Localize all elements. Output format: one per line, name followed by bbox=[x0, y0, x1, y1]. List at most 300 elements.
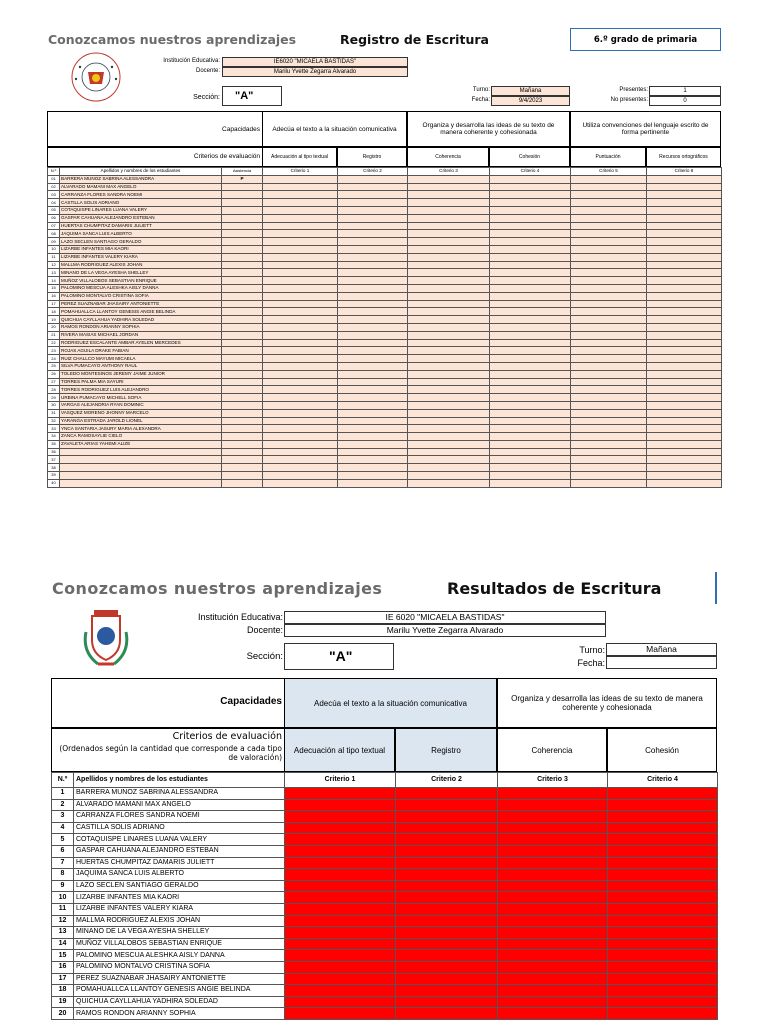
score-cell[interactable] bbox=[490, 464, 571, 472]
score-cell[interactable] bbox=[338, 308, 408, 316]
result-cell[interactable] bbox=[498, 834, 608, 846]
student-name[interactable] bbox=[60, 456, 222, 464]
student-name[interactable] bbox=[60, 472, 222, 480]
score-cell[interactable] bbox=[408, 222, 490, 230]
score-cell[interactable] bbox=[338, 230, 408, 238]
score-cell[interactable] bbox=[490, 362, 571, 370]
score-cell[interactable] bbox=[408, 433, 490, 441]
student-name[interactable]: MUÑOZ VILLALOBOS SEBASTIAN ENRIQUE bbox=[60, 277, 222, 285]
student-name[interactable]: BARRERA MUNOZ SABRINA ALESSANDRA bbox=[60, 175, 222, 183]
docente-value[interactable]: Marilu Yvette Zegarra Alvarado bbox=[222, 67, 408, 77]
result-cell[interactable] bbox=[285, 915, 396, 927]
score-cell[interactable] bbox=[490, 472, 571, 480]
attendance-cell[interactable] bbox=[222, 425, 263, 433]
score-cell[interactable] bbox=[571, 191, 647, 199]
result-cell[interactable] bbox=[285, 892, 396, 904]
result-cell[interactable] bbox=[396, 880, 498, 892]
score-cell[interactable] bbox=[490, 277, 571, 285]
fecha-value-2[interactable] bbox=[606, 656, 717, 669]
score-cell[interactable] bbox=[571, 284, 647, 292]
score-cell[interactable] bbox=[571, 370, 647, 378]
score-cell[interactable] bbox=[647, 238, 722, 246]
score-cell[interactable] bbox=[571, 386, 647, 394]
result-cell[interactable] bbox=[608, 822, 718, 834]
attendance-cell[interactable] bbox=[222, 394, 263, 402]
score-cell[interactable] bbox=[571, 448, 647, 456]
score-cell[interactable] bbox=[490, 214, 571, 222]
score-cell[interactable] bbox=[571, 378, 647, 386]
score-cell[interactable] bbox=[408, 261, 490, 269]
result-cell[interactable] bbox=[498, 961, 608, 973]
score-cell[interactable] bbox=[490, 175, 571, 183]
score-cell[interactable] bbox=[263, 316, 338, 324]
student-name[interactable]: CARRANZA FLORES SANDRA NOEMI bbox=[60, 191, 222, 199]
result-cell[interactable] bbox=[285, 961, 396, 973]
result-cell[interactable] bbox=[285, 857, 396, 869]
score-cell[interactable] bbox=[338, 448, 408, 456]
attendance-cell[interactable] bbox=[222, 214, 263, 222]
student-name[interactable]: MINANO DE LA VEGA AYESHA SHELLEY bbox=[60, 269, 222, 277]
result-cell[interactable] bbox=[396, 845, 498, 857]
student-name[interactable]: RIVERA MASIAS MICHAEL JORDAN bbox=[60, 331, 222, 339]
result-cell[interactable] bbox=[498, 915, 608, 927]
score-cell[interactable] bbox=[647, 417, 722, 425]
score-cell[interactable] bbox=[647, 323, 722, 331]
score-cell[interactable] bbox=[571, 394, 647, 402]
student-name[interactable]: COTAQUISPE LINARES LUANA VALERY bbox=[74, 834, 285, 846]
result-cell[interactable] bbox=[285, 822, 396, 834]
student-name[interactable]: CASTILLA SOLIS ADRIANO bbox=[60, 199, 222, 207]
result-cell[interactable] bbox=[396, 961, 498, 973]
student-name[interactable]: POMAHUALLCA LLANTOY GENESIS ANGIE BELINDA bbox=[74, 985, 285, 997]
result-cell[interactable] bbox=[498, 799, 608, 811]
attendance-cell[interactable] bbox=[222, 323, 263, 331]
score-cell[interactable] bbox=[263, 386, 338, 394]
score-cell[interactable] bbox=[263, 284, 338, 292]
attendance-cell[interactable] bbox=[222, 238, 263, 246]
student-name[interactable]: TOLEDO MONTESINOS JEREMY JAIME JUNIOR bbox=[60, 370, 222, 378]
attendance-cell[interactable] bbox=[222, 245, 263, 253]
attendance-cell[interactable] bbox=[222, 253, 263, 261]
score-cell[interactable] bbox=[647, 401, 722, 409]
score-cell[interactable] bbox=[338, 362, 408, 370]
score-cell[interactable] bbox=[571, 292, 647, 300]
attendance-cell[interactable] bbox=[222, 362, 263, 370]
attendance-cell[interactable] bbox=[222, 347, 263, 355]
attendance-cell[interactable] bbox=[222, 261, 263, 269]
result-cell[interactable] bbox=[396, 799, 498, 811]
score-cell[interactable] bbox=[647, 448, 722, 456]
result-cell[interactable] bbox=[285, 938, 396, 950]
score-cell[interactable] bbox=[338, 425, 408, 433]
score-cell[interactable] bbox=[408, 479, 490, 487]
score-cell[interactable] bbox=[338, 464, 408, 472]
result-cell[interactable] bbox=[285, 811, 396, 823]
score-cell[interactable] bbox=[647, 386, 722, 394]
result-cell[interactable] bbox=[285, 950, 396, 962]
docente-value-2[interactable]: Marilu Yvette Zegarra Alvarado bbox=[284, 624, 606, 637]
score-cell[interactable] bbox=[647, 269, 722, 277]
result-cell[interactable] bbox=[608, 973, 718, 985]
score-cell[interactable] bbox=[263, 370, 338, 378]
student-name[interactable] bbox=[60, 464, 222, 472]
result-cell[interactable] bbox=[608, 880, 718, 892]
score-cell[interactable] bbox=[647, 456, 722, 464]
score-cell[interactable] bbox=[571, 401, 647, 409]
score-cell[interactable] bbox=[571, 433, 647, 441]
result-cell[interactable] bbox=[608, 985, 718, 997]
student-name[interactable]: LIZARBE INFANTES VALERY KIARA bbox=[60, 253, 222, 261]
score-cell[interactable] bbox=[338, 394, 408, 402]
score-cell[interactable] bbox=[571, 206, 647, 214]
student-name[interactable]: PALOMINO MONTALVO CRISTINA SOFIA bbox=[60, 292, 222, 300]
result-cell[interactable] bbox=[396, 1008, 498, 1020]
score-cell[interactable] bbox=[571, 253, 647, 261]
student-name[interactable]: YNCA SANTARIA JASURY MARIA ALEXANDRA bbox=[60, 425, 222, 433]
student-name[interactable]: LIZARBE INFANTES MIA KAORI bbox=[60, 245, 222, 253]
score-cell[interactable] bbox=[338, 245, 408, 253]
score-cell[interactable] bbox=[338, 284, 408, 292]
result-cell[interactable] bbox=[285, 834, 396, 846]
score-cell[interactable] bbox=[490, 222, 571, 230]
score-cell[interactable] bbox=[263, 409, 338, 417]
student-name[interactable]: VASQUEZ MORENO JHONNY MARCELO bbox=[60, 409, 222, 417]
score-cell[interactable] bbox=[263, 183, 338, 191]
attendance-cell[interactable] bbox=[222, 479, 263, 487]
score-cell[interactable] bbox=[338, 261, 408, 269]
score-cell[interactable] bbox=[490, 425, 571, 433]
score-cell[interactable] bbox=[338, 316, 408, 324]
student-name[interactable]: BARRERA MUNOZ SABRINA ALESSANDRA bbox=[74, 788, 285, 800]
turno-value[interactable]: Mañana bbox=[491, 86, 570, 96]
score-cell[interactable] bbox=[647, 214, 722, 222]
score-cell[interactable] bbox=[408, 448, 490, 456]
score-cell[interactable] bbox=[490, 440, 571, 448]
attendance-cell[interactable] bbox=[222, 378, 263, 386]
score-cell[interactable] bbox=[647, 222, 722, 230]
score-cell[interactable] bbox=[408, 175, 490, 183]
score-cell[interactable] bbox=[408, 308, 490, 316]
score-cell[interactable] bbox=[647, 308, 722, 316]
result-cell[interactable] bbox=[285, 1008, 396, 1020]
student-name[interactable]: SILVA PUMACAYO ANTHONY RAUL bbox=[60, 362, 222, 370]
score-cell[interactable] bbox=[408, 253, 490, 261]
student-name[interactable]: RAMOS RONDON ARIANNY SOPHIA bbox=[74, 1008, 285, 1020]
score-cell[interactable] bbox=[571, 355, 647, 363]
score-cell[interactable] bbox=[571, 440, 647, 448]
score-cell[interactable] bbox=[338, 292, 408, 300]
score-cell[interactable] bbox=[263, 401, 338, 409]
score-cell[interactable] bbox=[647, 183, 722, 191]
score-cell[interactable] bbox=[263, 331, 338, 339]
score-cell[interactable] bbox=[571, 425, 647, 433]
score-cell[interactable] bbox=[490, 394, 571, 402]
result-cell[interactable] bbox=[396, 903, 498, 915]
score-cell[interactable] bbox=[263, 292, 338, 300]
score-cell[interactable] bbox=[263, 394, 338, 402]
score-cell[interactable] bbox=[647, 339, 722, 347]
score-cell[interactable] bbox=[263, 238, 338, 246]
result-cell[interactable] bbox=[285, 973, 396, 985]
student-name[interactable]: LAZO SECLEN SANTIAGO GERALDO bbox=[60, 238, 222, 246]
score-cell[interactable] bbox=[490, 316, 571, 324]
attendance-cell[interactable] bbox=[222, 386, 263, 394]
result-cell[interactable] bbox=[396, 973, 498, 985]
score-cell[interactable] bbox=[338, 456, 408, 464]
student-name[interactable]: MINANO DE LA VEGA AYESHA SHELLEY bbox=[74, 927, 285, 939]
score-cell[interactable] bbox=[490, 191, 571, 199]
score-cell[interactable] bbox=[408, 300, 490, 308]
result-cell[interactable] bbox=[608, 788, 718, 800]
score-cell[interactable] bbox=[338, 409, 408, 417]
attendance-cell[interactable] bbox=[222, 269, 263, 277]
result-cell[interactable] bbox=[498, 985, 608, 997]
result-cell[interactable] bbox=[285, 788, 396, 800]
result-cell[interactable] bbox=[396, 857, 498, 869]
score-cell[interactable] bbox=[647, 425, 722, 433]
score-cell[interactable] bbox=[647, 464, 722, 472]
score-cell[interactable] bbox=[408, 269, 490, 277]
score-cell[interactable] bbox=[647, 277, 722, 285]
score-cell[interactable] bbox=[338, 269, 408, 277]
score-cell[interactable] bbox=[647, 433, 722, 441]
score-cell[interactable] bbox=[338, 277, 408, 285]
result-cell[interactable] bbox=[608, 1008, 718, 1020]
result-cell[interactable] bbox=[396, 811, 498, 823]
score-cell[interactable] bbox=[338, 323, 408, 331]
student-name[interactable]: TORRES RODRIGUEZ LUIS ALEJANDRO bbox=[60, 386, 222, 394]
score-cell[interactable] bbox=[263, 230, 338, 238]
result-cell[interactable] bbox=[498, 950, 608, 962]
score-cell[interactable] bbox=[263, 440, 338, 448]
score-cell[interactable] bbox=[338, 370, 408, 378]
result-cell[interactable] bbox=[498, 938, 608, 950]
score-cell[interactable] bbox=[571, 417, 647, 425]
score-cell[interactable] bbox=[263, 323, 338, 331]
score-cell[interactable] bbox=[490, 238, 571, 246]
score-cell[interactable] bbox=[490, 355, 571, 363]
attendance-cell[interactable] bbox=[222, 316, 263, 324]
score-cell[interactable] bbox=[490, 253, 571, 261]
attendance-cell[interactable] bbox=[222, 355, 263, 363]
result-cell[interactable] bbox=[285, 799, 396, 811]
attendance-cell[interactable] bbox=[222, 284, 263, 292]
result-cell[interactable] bbox=[498, 892, 608, 904]
score-cell[interactable] bbox=[490, 370, 571, 378]
score-cell[interactable] bbox=[263, 456, 338, 464]
score-cell[interactable] bbox=[263, 214, 338, 222]
result-cell[interactable] bbox=[396, 996, 498, 1008]
score-cell[interactable] bbox=[490, 308, 571, 316]
score-cell[interactable] bbox=[408, 199, 490, 207]
institucion-value[interactable]: IE6020 "MICAELA BASTIDAS" bbox=[222, 57, 408, 67]
student-name[interactable]: POMAHUALLCA LLANTOY GENESIS ANGIE BELINDA bbox=[60, 308, 222, 316]
score-cell[interactable] bbox=[338, 175, 408, 183]
score-cell[interactable] bbox=[490, 417, 571, 425]
student-name[interactable]: VARGAS ALEJANDRIA RYAN DOMINIC bbox=[60, 401, 222, 409]
score-cell[interactable] bbox=[263, 433, 338, 441]
score-cell[interactable] bbox=[408, 464, 490, 472]
score-cell[interactable] bbox=[338, 238, 408, 246]
score-cell[interactable] bbox=[571, 323, 647, 331]
score-cell[interactable] bbox=[490, 433, 571, 441]
student-name[interactable]: GASPAR CAHUANA ALEJANDRO ESTEBAN bbox=[60, 214, 222, 222]
result-cell[interactable] bbox=[396, 938, 498, 950]
result-cell[interactable] bbox=[608, 915, 718, 927]
student-name[interactable]: RAMOS RONDON ARIANNY SOPHIA bbox=[60, 323, 222, 331]
result-cell[interactable] bbox=[608, 996, 718, 1008]
score-cell[interactable] bbox=[263, 277, 338, 285]
student-name[interactable]: QUICHUA CAYLLAHUA YADHIRA SOLEDAD bbox=[60, 316, 222, 324]
student-name[interactable]: HUERTAS CHUMPITAZ DAMARIS JULIETT bbox=[74, 857, 285, 869]
student-name[interactable]: HUERTAS CHUMPITAZ DAMARIS JULIETT bbox=[60, 222, 222, 230]
score-cell[interactable] bbox=[338, 253, 408, 261]
fecha-value[interactable]: 9/4/2023 bbox=[491, 96, 570, 106]
score-cell[interactable] bbox=[647, 206, 722, 214]
result-cell[interactable] bbox=[498, 1008, 608, 1020]
score-cell[interactable] bbox=[490, 323, 571, 331]
turno-value-2[interactable]: Mañana bbox=[606, 643, 717, 656]
student-name[interactable]: LIZARBE INFANTES MIA KAORI bbox=[74, 892, 285, 904]
student-name[interactable]: MUÑOZ VILLALOBOS SEBASTIAN ENRIQUE bbox=[74, 938, 285, 950]
score-cell[interactable] bbox=[490, 292, 571, 300]
score-cell[interactable] bbox=[408, 456, 490, 464]
score-cell[interactable] bbox=[263, 199, 338, 207]
score-cell[interactable] bbox=[263, 425, 338, 433]
score-cell[interactable] bbox=[263, 464, 338, 472]
student-name[interactable]: LIZARBE INFANTES VALERY KIARA bbox=[74, 903, 285, 915]
score-cell[interactable] bbox=[647, 355, 722, 363]
result-cell[interactable] bbox=[608, 927, 718, 939]
score-cell[interactable] bbox=[490, 183, 571, 191]
result-cell[interactable] bbox=[285, 985, 396, 997]
attendance-cell[interactable] bbox=[222, 440, 263, 448]
result-cell[interactable] bbox=[396, 822, 498, 834]
score-cell[interactable] bbox=[408, 230, 490, 238]
score-cell[interactable] bbox=[408, 206, 490, 214]
student-name[interactable]: PALOMINO MONTALVO CRISTINA SOFIA bbox=[74, 961, 285, 973]
result-cell[interactable] bbox=[498, 857, 608, 869]
score-cell[interactable] bbox=[263, 206, 338, 214]
score-cell[interactable] bbox=[338, 222, 408, 230]
score-cell[interactable] bbox=[490, 456, 571, 464]
score-cell[interactable] bbox=[571, 316, 647, 324]
score-cell[interactable] bbox=[408, 401, 490, 409]
score-cell[interactable] bbox=[263, 448, 338, 456]
result-cell[interactable] bbox=[285, 903, 396, 915]
score-cell[interactable] bbox=[338, 191, 408, 199]
score-cell[interactable] bbox=[263, 347, 338, 355]
attendance-cell[interactable] bbox=[222, 199, 263, 207]
score-cell[interactable] bbox=[490, 245, 571, 253]
result-cell[interactable] bbox=[396, 927, 498, 939]
student-name[interactable]: QUICHUA CAYLLAHUA YADHIRA SOLEDAD bbox=[74, 996, 285, 1008]
institucion-value-2[interactable]: IE 6020 "MICAELA BASTIDAS" bbox=[284, 611, 606, 624]
score-cell[interactable] bbox=[647, 316, 722, 324]
attendance-cell[interactable] bbox=[222, 339, 263, 347]
score-cell[interactable] bbox=[571, 339, 647, 347]
attendance-cell[interactable] bbox=[222, 401, 263, 409]
score-cell[interactable] bbox=[571, 464, 647, 472]
score-cell[interactable] bbox=[647, 292, 722, 300]
score-cell[interactable] bbox=[571, 238, 647, 246]
student-name[interactable]: RODRIGUEZ ESCALANTE AMBAR AYELEN MERCEDES bbox=[60, 339, 222, 347]
result-cell[interactable] bbox=[608, 950, 718, 962]
result-cell[interactable] bbox=[285, 845, 396, 857]
score-cell[interactable] bbox=[490, 409, 571, 417]
student-name[interactable]: JAQUIMA SANCA LUIS ALBERTO bbox=[74, 869, 285, 881]
score-cell[interactable] bbox=[338, 417, 408, 425]
result-cell[interactable] bbox=[285, 927, 396, 939]
result-cell[interactable] bbox=[608, 811, 718, 823]
result-cell[interactable] bbox=[396, 788, 498, 800]
student-name[interactable]: YARANGA ESTRADA JAROLD LIONEL bbox=[60, 417, 222, 425]
score-cell[interactable] bbox=[647, 394, 722, 402]
nopresentes-value[interactable]: 0 bbox=[649, 96, 721, 106]
student-name[interactable]: RUIZ CHALLCO MAYUMI MICAELA bbox=[60, 355, 222, 363]
student-name[interactable]: ZAVALETA ARIAS YAHEMI ALIZE bbox=[60, 440, 222, 448]
score-cell[interactable] bbox=[571, 308, 647, 316]
score-cell[interactable] bbox=[571, 331, 647, 339]
result-cell[interactable] bbox=[498, 996, 608, 1008]
score-cell[interactable] bbox=[647, 191, 722, 199]
score-cell[interactable] bbox=[263, 300, 338, 308]
attendance-cell[interactable] bbox=[222, 300, 263, 308]
score-cell[interactable] bbox=[571, 479, 647, 487]
result-cell[interactable] bbox=[498, 822, 608, 834]
score-cell[interactable] bbox=[338, 433, 408, 441]
student-name[interactable]: CASTILLA SOLIS ADRIANO bbox=[74, 822, 285, 834]
result-cell[interactable] bbox=[396, 985, 498, 997]
score-cell[interactable] bbox=[263, 417, 338, 425]
score-cell[interactable] bbox=[490, 331, 571, 339]
student-name[interactable]: MALLMA RODRIGUEZ ALEXIS JOHAN bbox=[60, 261, 222, 269]
score-cell[interactable] bbox=[571, 277, 647, 285]
score-cell[interactable] bbox=[408, 378, 490, 386]
score-cell[interactable] bbox=[571, 245, 647, 253]
result-cell[interactable] bbox=[608, 834, 718, 846]
score-cell[interactable] bbox=[263, 472, 338, 480]
attendance-cell[interactable] bbox=[222, 417, 263, 425]
score-cell[interactable] bbox=[338, 339, 408, 347]
score-cell[interactable] bbox=[338, 440, 408, 448]
result-cell[interactable] bbox=[498, 811, 608, 823]
student-name[interactable]: COTAQUISPE LINARES LUANA VALERY bbox=[60, 206, 222, 214]
result-cell[interactable] bbox=[396, 834, 498, 846]
score-cell[interactable] bbox=[647, 409, 722, 417]
attendance-cell[interactable] bbox=[222, 308, 263, 316]
student-name[interactable]: LAZO SECLEN SANTIAGO GERALDO bbox=[74, 880, 285, 892]
score-cell[interactable] bbox=[647, 300, 722, 308]
score-cell[interactable] bbox=[647, 370, 722, 378]
score-cell[interactable] bbox=[263, 222, 338, 230]
result-cell[interactable] bbox=[396, 915, 498, 927]
attendance-cell[interactable] bbox=[222, 409, 263, 417]
student-name[interactable]: PEREZ SUAZNABAR JHASAIRY ANTONIETTE bbox=[60, 300, 222, 308]
score-cell[interactable] bbox=[263, 378, 338, 386]
score-cell[interactable] bbox=[571, 183, 647, 191]
score-cell[interactable] bbox=[490, 199, 571, 207]
result-cell[interactable] bbox=[498, 869, 608, 881]
result-cell[interactable] bbox=[396, 869, 498, 881]
student-name[interactable]: ZANCA RAMOSAYLIE CIELO bbox=[60, 433, 222, 441]
score-cell[interactable] bbox=[263, 479, 338, 487]
score-cell[interactable] bbox=[571, 230, 647, 238]
score-cell[interactable] bbox=[408, 191, 490, 199]
score-cell[interactable] bbox=[263, 191, 338, 199]
score-cell[interactable] bbox=[647, 479, 722, 487]
presentes-value[interactable]: 1 bbox=[649, 86, 721, 96]
